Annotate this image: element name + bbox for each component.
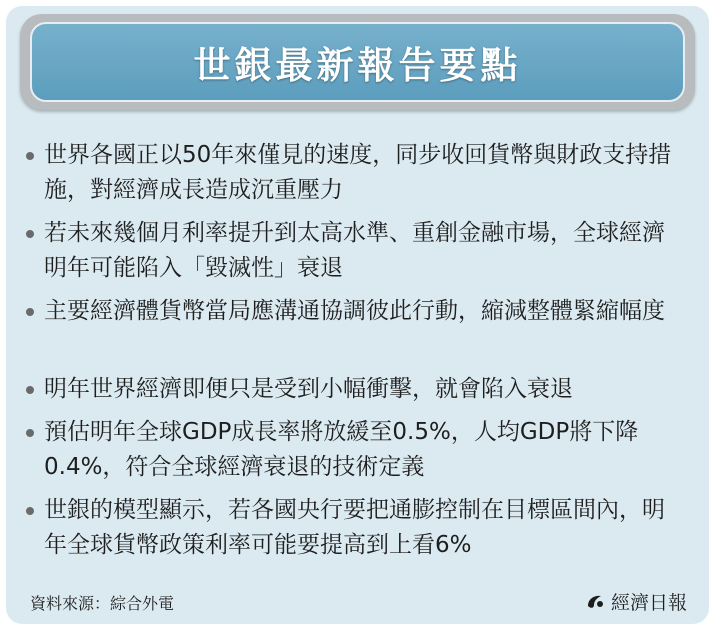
udn-logo-icon <box>585 592 605 612</box>
brand-mark <box>585 588 687 615</box>
page-title: 世銀最新報告要點 <box>193 44 522 87</box>
title-banner <box>20 14 695 110</box>
list-item-text: 明年世界經濟即便只是受到小幅衝擊，就會陷入衰退 <box>44 376 573 402</box>
source-credit: 資料來源：綜合外電 <box>30 594 175 613</box>
bullet-dot-icon <box>26 308 34 316</box>
bullet-list <box>22 138 682 563</box>
bullet-dot-icon <box>26 152 34 160</box>
list-item-text: 主要經濟體貨幣當局應溝通協調彼此行動，縮減整體緊縮幅度 <box>44 298 665 324</box>
list-item <box>22 493 682 563</box>
list-item <box>22 415 682 485</box>
list-item <box>22 294 682 364</box>
list-item-text: 世銀的模型顯示，若各國央行要把通膨控制在目標區間內，明年全球貨幣政策利率可能要提高到上看6% <box>44 497 665 558</box>
bullet-dot-icon <box>26 507 34 515</box>
list-item <box>22 216 682 286</box>
brand-name: 經濟日報 <box>610 592 687 614</box>
title-bar <box>30 22 685 102</box>
list-item-text: 若未來幾個月利率提升到太高水準、重創金融市場，全球經濟明年可能陷入「毀滅性」衰退 <box>44 220 665 281</box>
list-item-text: 預估明年全球GDP成長率將放緩至0.5%，人均GDP將下降0.4%，符合全球經濟衰退的技術定義 <box>44 419 639 480</box>
info-card <box>6 6 709 624</box>
bullet-dot-icon <box>26 230 34 238</box>
list-item <box>22 138 682 208</box>
bullet-dot-icon <box>26 429 34 437</box>
list-item <box>22 372 682 407</box>
bullet-dot-icon <box>26 386 34 394</box>
list-item-text: 世界各國正以50年來僅見的速度，同步收回貨幣與財政支持措施，對經濟成長造成沉重壓力 <box>44 142 672 203</box>
